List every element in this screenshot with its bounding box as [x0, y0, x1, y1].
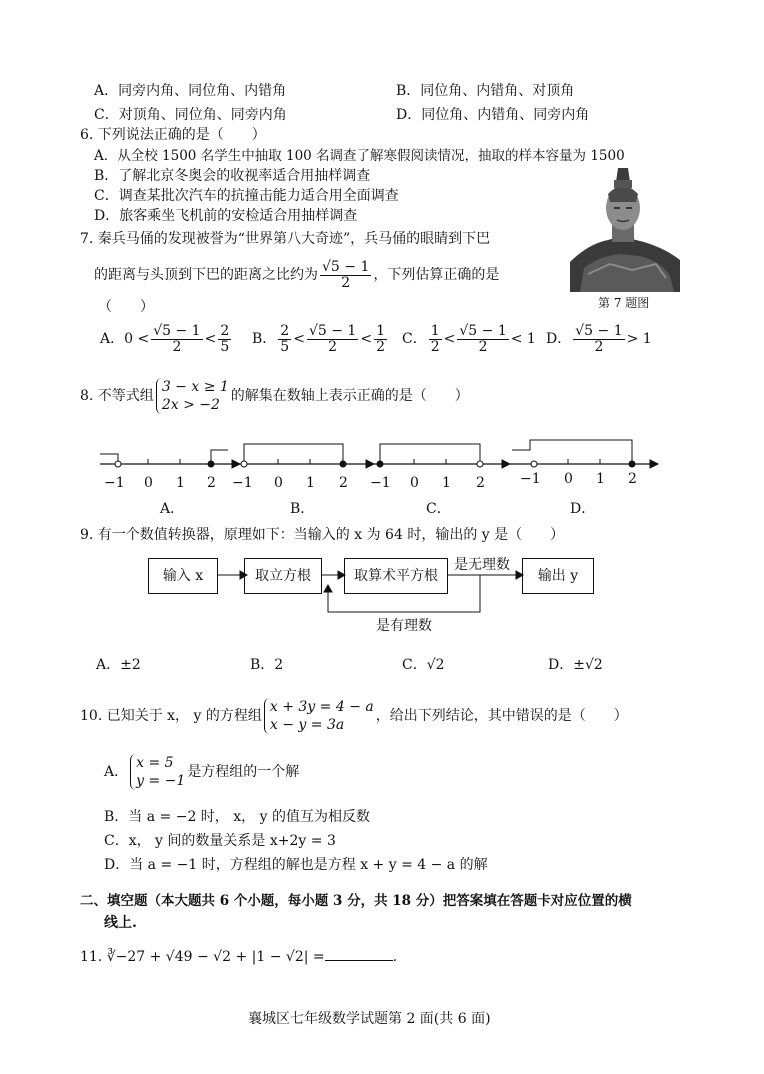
number-line-a: [100, 450, 240, 468]
q10-opt-a-eq2: y = −1: [136, 773, 186, 789]
q8-label-a: A．: [160, 501, 185, 517]
page-footer: 襄城区七年级数学试题第 2 面(共 6 面): [248, 1011, 491, 1027]
q10-option-a-system: [130, 754, 185, 790]
flow-label-irrational: 是无理数: [454, 557, 510, 573]
q7-option-c-frac: [457, 324, 508, 355]
q6-stem: 6. 下列说法正确的是（ ）: [80, 127, 266, 143]
q7-frac-num: √5 − 1: [322, 258, 370, 275]
q10-option-a: [104, 752, 299, 792]
q10-option-a-label: A．: [104, 764, 129, 780]
q10-stem-post: ，给出下列结论，其中错误的是（ ）: [375, 708, 628, 724]
q8-label-b: B．: [290, 501, 315, 517]
q7-option-b: [252, 322, 389, 356]
q7-stem-post: ，下列估算正确的是: [373, 267, 500, 283]
q10-eq1: x + 3y = 4 − a: [269, 699, 374, 715]
q8-ineq2: 2x > −2: [161, 397, 220, 413]
q7-frac-den: 2: [341, 274, 351, 291]
flowchart-arrows: [140, 550, 620, 620]
frac-num: 2: [220, 322, 230, 339]
q8-c-tick-2: 2: [476, 475, 485, 491]
section2-title-line2: 线上.: [104, 915, 137, 931]
q5-option-c: C．对顶角、同位角、同旁内角: [94, 107, 287, 123]
q7-option-a-right: <: [204, 331, 217, 347]
q10-stem-pre: 10. 已知关于 x， y 的方程组: [80, 708, 262, 724]
q10-option-c: C．x， y 间的数量关系是 x+2y = 3: [104, 833, 336, 849]
q7-option-a-frac: [151, 324, 202, 355]
q7-stem-pre: 的距离与头顶到下巴的距离之比约为: [94, 267, 318, 283]
q8-a-tick-0: 0: [144, 475, 153, 491]
q7-option-c: [402, 322, 536, 356]
flow-box-output: 输出 y: [522, 558, 594, 594]
number-line-b: [238, 444, 374, 468]
q7-stem-line1: 7. 秦兵马俑的发现被誉为“世界第八大奇迹”，兵马俑的眼睛到下巴: [80, 231, 491, 247]
frac-den: 2: [172, 338, 182, 355]
terracotta-warrior-image: [570, 164, 680, 292]
frac-num: 2: [280, 322, 290, 339]
q8-a-tick-neg1: −1: [104, 475, 125, 491]
q11-expr: 11. ∛−27 + √49 − √2 + |1 − √2| =: [80, 949, 325, 965]
q10-stem: [80, 696, 628, 736]
q7-option-c-mid: <: [443, 331, 456, 347]
frac-den: 2: [328, 338, 338, 355]
q7-option-c-right: < 1: [510, 331, 536, 347]
q7-option-b-mid: <: [293, 331, 305, 347]
section2-title-line1: 二、填空题（本大题共 6 个小题，每小题 3 分，共 18 分）把答案填在答题卡对应位置的横: [80, 893, 632, 909]
q7-option-b-lfrac: [278, 324, 291, 355]
q7-option-d-right: > 1: [626, 331, 652, 347]
q7-figure-caption: 第 7 题图: [598, 296, 650, 310]
q10-equation-system: [264, 698, 374, 734]
q8-inequality-system: [156, 378, 229, 414]
frac-num: √5 − 1: [153, 322, 201, 339]
q8-ineq1: 3 − x ≥ 1: [161, 379, 229, 395]
q7-option-b-frac: [307, 324, 358, 355]
q8-d-tick-neg1: −1: [520, 471, 541, 487]
q6-option-d: D．旅客乘坐飞机前的安检适合用抽样调查: [94, 208, 358, 224]
q7-option-c-label: C．: [402, 331, 427, 347]
q8-stem-post: 的解集在数轴上表示正确的是（ ）: [230, 388, 469, 404]
q9-option-a: A．±2: [96, 657, 141, 673]
q7-option-b-rfrac: [374, 324, 387, 355]
frac-num: √5 − 1: [459, 322, 507, 339]
q11-answer-blank[interactable]: [325, 946, 393, 961]
frac-den: 2: [376, 338, 385, 355]
q7-option-a-left: 0 <: [124, 331, 150, 347]
frac-num: √5 − 1: [308, 322, 357, 339]
q8-b-tick-neg1: −1: [232, 475, 253, 491]
q7-option-b-label: B．: [252, 331, 277, 347]
q10-opt-a-eq1: x = 5: [136, 755, 174, 771]
q7-option-d-frac: [573, 324, 624, 355]
q7-option-d: [546, 322, 652, 356]
q8-c-tick-neg1: −1: [370, 475, 391, 491]
q8-d-tick-0: 0: [564, 471, 573, 487]
q8-c-tick-1: 1: [442, 475, 451, 491]
q5-option-d: D．同位角、内错角、同旁内角: [396, 107, 590, 123]
q9-stem: 9. 有一个数值转换器，原理如下：当输入的 x 为 64 时，输出的 y 是（ ）: [80, 527, 565, 543]
q8-d-tick-2: 2: [628, 471, 637, 487]
q9-option-b: B．2: [250, 657, 284, 673]
flow-box-input: 输入 x: [148, 558, 218, 594]
q9-option-c: C．√2: [402, 657, 445, 673]
q8-stem: [80, 376, 469, 416]
q8-b-tick-1: 1: [306, 475, 315, 491]
q8-a-tick-2: 2: [207, 475, 216, 491]
q5-option-b: B．同位角、内错角、对顶角: [396, 83, 575, 99]
frac-den: 2: [594, 338, 604, 355]
frac-den: 5: [220, 338, 230, 355]
q7-stem-line2: [94, 258, 499, 292]
frac-den: 5: [280, 338, 290, 355]
q10-option-b: B．当 a = −2 时， x， y 的值互为相反数: [104, 809, 370, 825]
q8-a-tick-1: 1: [176, 475, 185, 491]
q8-c-tick-0: 0: [410, 475, 419, 491]
q11-expression: [80, 946, 397, 966]
frac-num: √5 − 1: [575, 322, 623, 339]
q7-option-a-rfrac: [218, 324, 231, 355]
q8-label-d: D．: [570, 501, 596, 517]
q7-option-a-label: A．: [100, 331, 125, 347]
q10-eq2: x − y = 3a: [269, 717, 345, 733]
q7-option-a: [100, 322, 233, 356]
q10-option-a-text: 是方程组的一个解: [187, 764, 300, 780]
q6-option-c: C．调查某批次汽车的抗撞击能力适合用全面调查: [94, 188, 399, 204]
q10-option-d: D．当 a = −1 时，方程组的解也是方程 x + y = 4 − a 的解: [104, 857, 488, 873]
q11-tail: .: [392, 949, 398, 965]
frac-num: 1: [430, 322, 440, 339]
q7-option-b-right: <: [360, 331, 373, 347]
q7-option-c-lfrac: [429, 324, 442, 355]
flow-label-rational: 是有理数: [376, 618, 432, 634]
q5-option-a: A．同旁内角、同位角、内错角: [94, 83, 287, 99]
q7-option-d-label: D．: [546, 331, 572, 347]
flow-box-cuberoot: 取立方根: [244, 558, 322, 594]
q7-answer-blank: （ ）: [98, 299, 154, 315]
q8-stem-pre: 8. 不等式组: [80, 388, 154, 404]
flow-box-sqrt: 取算术平方根: [344, 558, 448, 594]
q8-b-tick-0: 0: [274, 475, 283, 491]
q7-ratio-fraction: [320, 260, 371, 291]
number-line-d: [510, 440, 658, 468]
q8-d-tick-1: 1: [596, 471, 605, 487]
q6-option-b: B．了解北京冬奥会的收视率适合用抽样调查: [94, 168, 371, 184]
q9-option-d: D．±√2: [548, 657, 603, 673]
number-line-c: [374, 444, 510, 468]
q8-b-tick-2: 2: [339, 475, 348, 491]
q6-option-a: A．从全校 1500 名学生中抽取 100 名调查了解寒假阅读情况，抽取的样本容量为 1500: [94, 148, 625, 164]
frac-den: 2: [430, 338, 440, 355]
frac-num: 1: [376, 322, 385, 339]
q8-label-c: C．: [426, 501, 451, 517]
frac-den: 2: [478, 338, 488, 355]
